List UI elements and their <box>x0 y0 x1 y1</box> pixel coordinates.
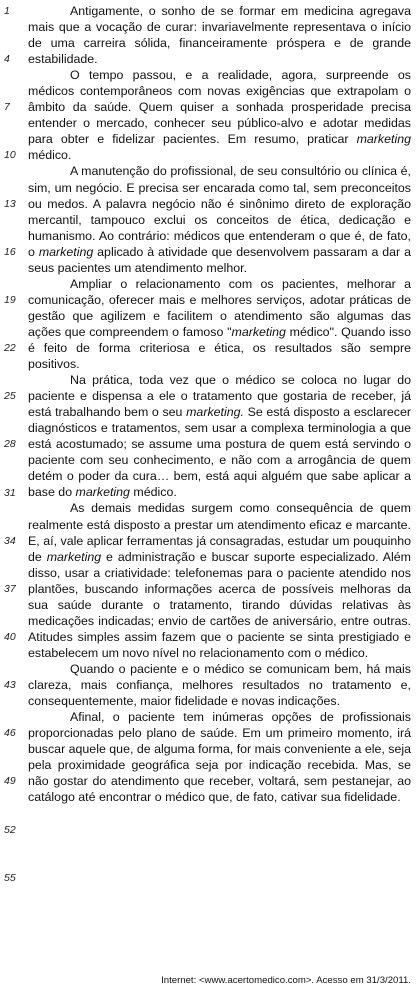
text-run: Quando o paciente e o médico se comunicam bem, há mais clareza, mais confiança, melhores resultados no tratamento e, consequentemente, maior fidelidade e novas indicações. <box>28 661 411 709</box>
text-run: aplicado à atividade que desenvolvem passaram a dar a seus pacientes um atendimento melhor. <box>28 244 411 275</box>
line-number: 22 <box>4 342 16 355</box>
line-number: 19 <box>4 293 16 306</box>
italic-term: marketing <box>38 244 94 259</box>
paragraph <box>28 500 411 660</box>
article-text <box>28 3 411 805</box>
paragraph <box>28 276 411 372</box>
text-run: Antigamente, o sonho de se formar em medicina agregava mais que a vocação de curar: invariavelmente representava o início de uma carreira sólida, financeiramente próspera e de grande estabilidade. <box>28 4 411 67</box>
line-number: 46 <box>4 727 16 740</box>
line-number: 49 <box>4 775 16 788</box>
text-run: Afinal, o paciente tem inúmeras opções de profissionais proporcionadas pelo plano de saúde. Em um primeiro momento, irá buscar aquele que, de alguma forma, for mais conveniente a ele, seja pela proximidade geográfica seja por indicação recebida. Mas, se não gostar do atendimento que receber, voltará, sem pestanejar, ao catálogo até encontrar o médico que, de fato, cativar sua fidelidade. <box>28 710 411 805</box>
line-number: 31 <box>4 486 16 499</box>
line-number: 1 <box>4 5 10 17</box>
text-run: As demais medidas surgem como consequência de quem realmente está disposto a prestar um atendimento eficaz e marcante. E, aí, vale aplicar ferramentas já consagradas, estudar um pouquinho de <box>28 501 411 564</box>
paragraph <box>28 372 411 500</box>
italic-term: marketing. <box>186 405 244 420</box>
text-run: Se está disposto a esclarecer diagnósticos e tratamentos, sem usar a complexa terminologia a que está acostumado; se assume uma postura de quem está servindo o paciente com seu conhecimento, e não com a arrogância de quem detém o poder da cura… bem, está aqui alguém que sabe aplicar a base do <box>28 405 411 500</box>
line-number: 37 <box>4 582 16 595</box>
text-run: A manutenção do profissional, de seu consultório ou clínica é, sim, um negócio. E precisa ser encarada como tal, sem preconceitos ou medos. A palavra negócio não é sinônimo direto de exploração mercantil, tampouco exclui os conceitos de ética, dedicação e humanismo. Ao contrário: médicos que entenderam o que é, de fato, o <box>28 164 411 259</box>
paragraph <box>28 709 411 805</box>
paragraph <box>28 163 411 275</box>
text-run: médico. <box>129 485 177 500</box>
source-citation: Internet: <www.acertomedico.com>. Acesso em 31/3/2011. <box>161 975 411 986</box>
line-number: 10 <box>4 149 16 162</box>
line-number: 16 <box>4 245 16 258</box>
line-number: 52 <box>4 823 16 836</box>
line-number: 55 <box>4 871 16 884</box>
line-number: 13 <box>4 197 16 210</box>
text-run: Na prática, toda vez que o médico se coloca no lugar do paciente e dispensa a ele o tratamento que gostaria de receber, já está trabalhando bem o seu <box>28 373 411 420</box>
paragraph <box>28 3 411 67</box>
line-number: 28 <box>4 438 16 451</box>
line-number: 7 <box>4 101 10 114</box>
text-run: O tempo passou, e a realidade, agora, surpreende os médicos contemporâneos com novas exigências que extrapolam o âmbito da saúde. Quem quiser a sonhada prosperidade precisa entender o mercado, conhecer seu público-alvo e adotar medidas para obter e fidelizar pacientes. Em resumo, praticar <box>28 68 411 147</box>
paragraph <box>28 661 411 709</box>
line-number: 43 <box>4 679 16 692</box>
italic-term: marketing <box>46 549 102 564</box>
line-number: 4 <box>4 53 10 66</box>
paragraph <box>28 67 411 163</box>
text-run: Ampliar o relacionamento com os pacientes, melhorar a comunicação, oferecer mais e melhores serviços, adotar práticas de gestão que agilizem e facilitem o atendimento são algumas das ações que compreendem o famoso " <box>28 276 411 339</box>
italic-term: marketing <box>356 132 411 147</box>
line-number: 25 <box>4 390 16 403</box>
text-run: médico. <box>28 148 72 163</box>
line-number: 34 <box>4 534 16 547</box>
line-number: 40 <box>4 630 16 643</box>
text-run: médico". Quando isso é feito de forma criteriosa e ética, os resultados são sempre positivos. <box>28 324 411 372</box>
italic-term: marketing <box>75 485 130 500</box>
text-run: e administração e buscar suporte especializado. Além disso, usar a criatividade: telefonemas para o paciente atendido nos plantões, buscando informações acerca de possíveis melhoras da sua saúde durante o tratamento, tirando dúvidas relativas às medicações indicadas; envio de cartões de aniversário, entre outras. Atitudes simples assim fazem que o paciente se sinta prestigiado e estabelecem um novo nível no relacionamento com o médico. <box>28 549 411 660</box>
italic-term: marketing <box>231 324 286 339</box>
